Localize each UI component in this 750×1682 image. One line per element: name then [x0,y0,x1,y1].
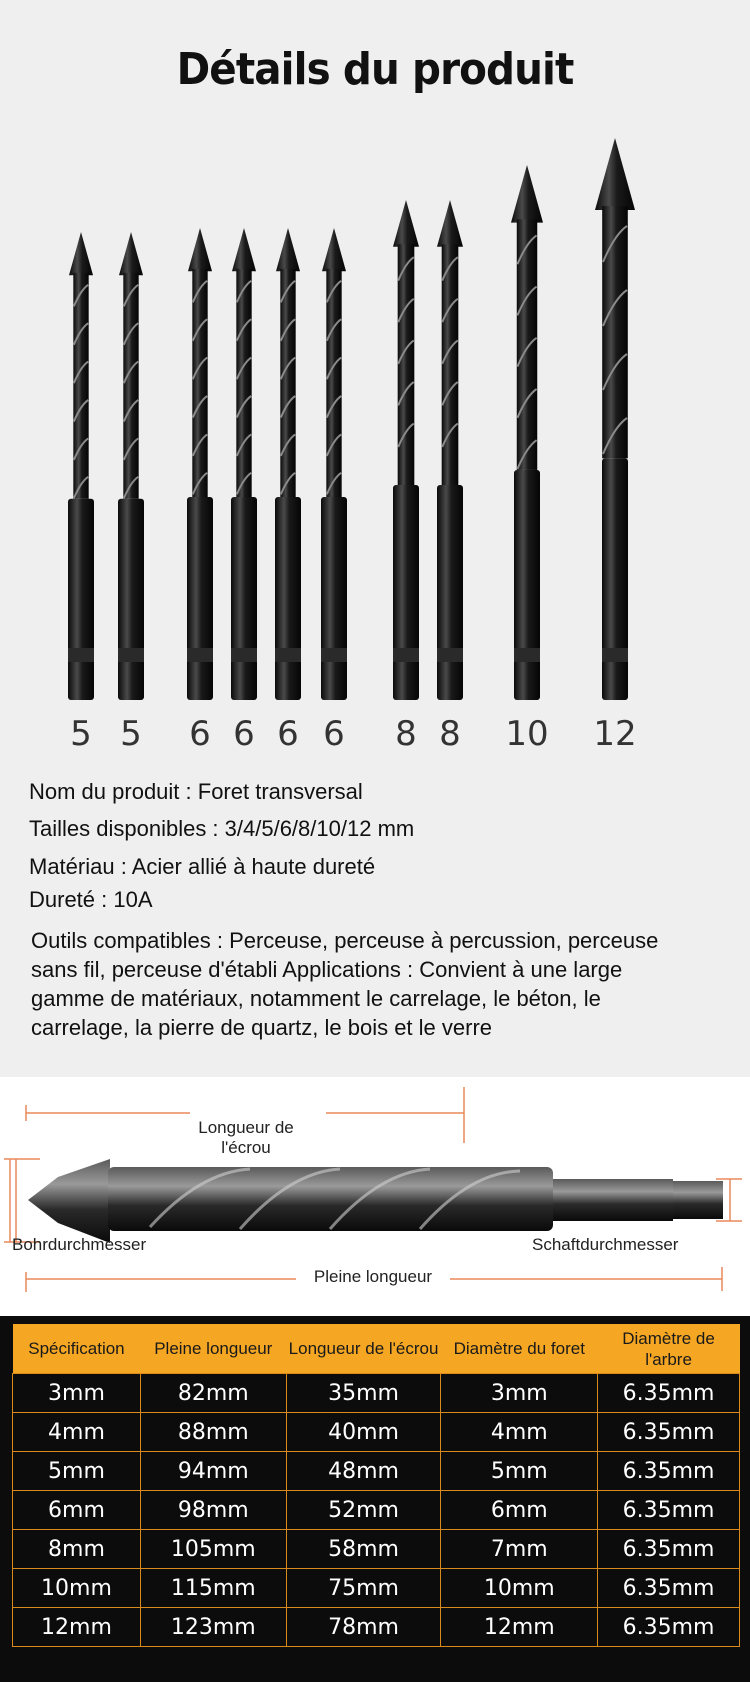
table-cell: 6.35mm [598,1569,740,1608]
dimension-diagram [0,1077,750,1316]
bit-diameter-label: Bohrdurchmesser [12,1235,147,1254]
table-cell: 6.35mm [598,1608,740,1647]
table-cell: 58mm [286,1530,441,1569]
table-cell: 3mm [13,1374,141,1413]
table-cell: 10mm [13,1569,141,1608]
drill-size-label: 6 [233,714,255,754]
drill-size-label: 6 [277,714,299,754]
drill-bit [275,228,301,700]
table-cell: 6.35mm [598,1452,740,1491]
nut-length-label: Longueur de l'écrou [198,1118,294,1157]
column-header: Pleine longueur [140,1324,286,1374]
table-row [13,1374,740,1413]
drill-bit [187,228,213,700]
drill-bit [231,228,257,700]
drill-hex-shank [553,1179,673,1221]
full-length-label: Pleine longueur [313,1267,433,1286]
page-title: Détails du produit [176,44,574,95]
table-cell: 82mm [140,1374,286,1413]
table-cell: 6mm [441,1491,598,1530]
table-cell: 35mm [286,1374,441,1413]
table-cell: 123mm [140,1608,286,1647]
table-row [13,1413,740,1452]
product-name: Nom du produit : Foret transversal [29,779,363,804]
table-cell: 48mm [286,1452,441,1491]
drill-bit [118,232,144,700]
table-row [13,1530,740,1569]
table-cell: 88mm [140,1413,286,1452]
table-cell: 115mm [140,1569,286,1608]
table-cell: 40mm [286,1413,441,1452]
table-cell: 10mm [441,1569,598,1608]
table-cell: 98mm [140,1491,286,1530]
table-cell: 3mm [441,1374,598,1413]
drill-size-label: 8 [439,714,461,754]
available-sizes: Tailles disponibles : 3/4/5/6/8/10/12 mm [29,816,415,841]
drill-bit [437,200,463,700]
table-cell: 105mm [140,1530,286,1569]
drill-size-label: 6 [189,714,211,754]
column-header: Diamètre de l'arbre [598,1324,740,1374]
drill-size-label: 8 [395,714,417,754]
shank-diameter-label: Schaftdurchmesser [532,1235,679,1254]
table-cell: 4mm [441,1413,598,1452]
table-cell: 6mm [13,1491,141,1530]
material: Matériau : Acier allié à haute dureté [29,854,376,879]
drill-size-label: 5 [120,714,142,754]
table-header-row [13,1324,740,1374]
column-header: Spécification [13,1324,141,1374]
table-cell: 6.35mm [598,1374,740,1413]
table-cell: 5mm [441,1452,598,1491]
drill-size-label: 12 [593,714,637,754]
hardness: Dureté : 10A [29,887,153,912]
drill-size-label: 6 [323,714,345,754]
table-cell: 12mm [441,1608,598,1647]
drill-bits-illustration [0,0,750,760]
drill-bit [511,165,543,700]
column-header: Diamètre du foret [441,1324,598,1374]
drill-bit [393,200,419,700]
compatible-tools-and-applications: Outils compatibles : Perceuse, perceuse à percussion, perceuse sans fil, perceuse d'établi Applications : Convient à une large gamme de matériaux, notamment le carrelage, le béton, le carrelage, la pierre de quartz, le bois et le verre [31,928,659,1040]
drill-size-label: 10 [505,714,549,754]
table-cell: 12mm [13,1608,141,1647]
table-cell: 6.35mm [598,1530,740,1569]
table-cell: 6.35mm [598,1413,740,1452]
table-cell: 4mm [13,1413,141,1452]
table-cell: 5mm [13,1452,141,1491]
specification-table-section [0,1316,750,1682]
table-row [13,1608,740,1647]
drill-tip-shape [28,1159,110,1243]
table-row [13,1452,740,1491]
table-row [13,1491,740,1530]
table-cell: 8mm [13,1530,141,1569]
table-cell: 75mm [286,1569,441,1608]
table-cell: 7mm [441,1530,598,1569]
table-cell: 78mm [286,1608,441,1647]
table-cell: 52mm [286,1491,441,1530]
column-header: Longueur de l'écrou [286,1324,441,1374]
table-cell: 6.35mm [598,1491,740,1530]
specification-table [12,1324,740,1647]
drill-size-label: 5 [70,714,92,754]
drill-bit [68,232,94,700]
drill-bit [595,138,635,700]
table-row [13,1569,740,1608]
drill-bit [321,228,347,700]
table-cell: 94mm [140,1452,286,1491]
